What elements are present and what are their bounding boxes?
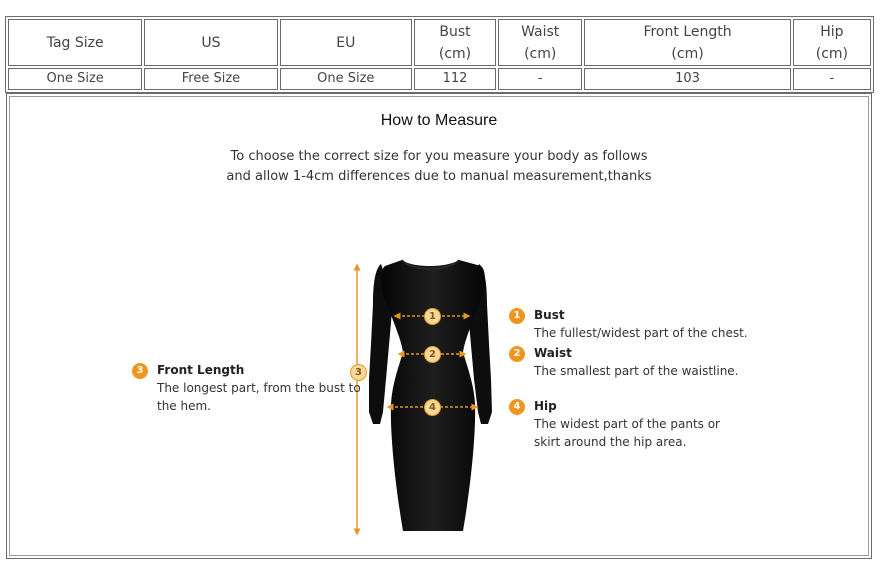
hip-description-line-1: The widest part of the pants or [534,417,720,431]
hip-marker-badge: 4 [424,399,441,416]
size-chart-table [5,16,874,93]
bust-legend-badge: 1 [509,308,525,324]
dress-silhouette [369,260,492,531]
cell-tag-size: One Size [8,68,142,90]
waist-legend-badge: 2 [509,346,525,362]
table-row [8,68,871,90]
waist-marker-badge: 2 [424,346,441,363]
size-table-header-row [8,19,871,66]
bust-label: Bust [534,308,565,322]
hip-legend [534,397,720,451]
front-length-marker-badge: 3 [350,364,367,381]
front-length-description-line-1: The longest part, from the bust to [157,381,361,395]
waist-label: Waist [534,346,572,360]
header-tag-size: Tag Size [8,19,142,66]
waist-legend [534,344,739,380]
intro-line-2: and allow 1-4cm differences due to manual measurement,thanks [226,169,652,184]
measure-title: How to Measure [380,112,498,129]
hip-legend-badge: 4 [509,399,525,415]
cell-us: Free Size [144,68,277,90]
cell-front-length: 103 [584,68,790,90]
header-eu: EU [280,19,412,66]
cell-hip: - [793,68,871,90]
front-length-legend-badge: 3 [132,363,148,379]
front-length-legend [157,361,361,415]
bust-legend [534,306,748,342]
header-bust: Bust (cm) [414,19,496,66]
waist-description: The smallest part of the waistline. [534,364,739,378]
cell-bust: 112 [414,68,496,90]
front-length-description-line-2: the hem. [157,399,211,413]
cell-eu: One Size [280,68,412,90]
front-length-label: Front Length [157,363,245,377]
intro-line-1: To choose the correct size for you measure your body as follows [230,149,648,164]
how-to-measure-panel [6,93,872,559]
header-us: US [144,19,277,66]
cell-waist: - [498,68,582,90]
header-waist: Waist (cm) [498,19,582,66]
header-hip: Hip (cm) [793,19,871,66]
bust-marker-badge: 1 [424,308,441,325]
bust-description: The fullest/widest part of the chest. [534,326,748,340]
hip-label: Hip [534,399,557,413]
hip-description-line-2: skirt around the hip area. [534,435,687,449]
header-front-length: Front Length (cm) [584,19,790,66]
